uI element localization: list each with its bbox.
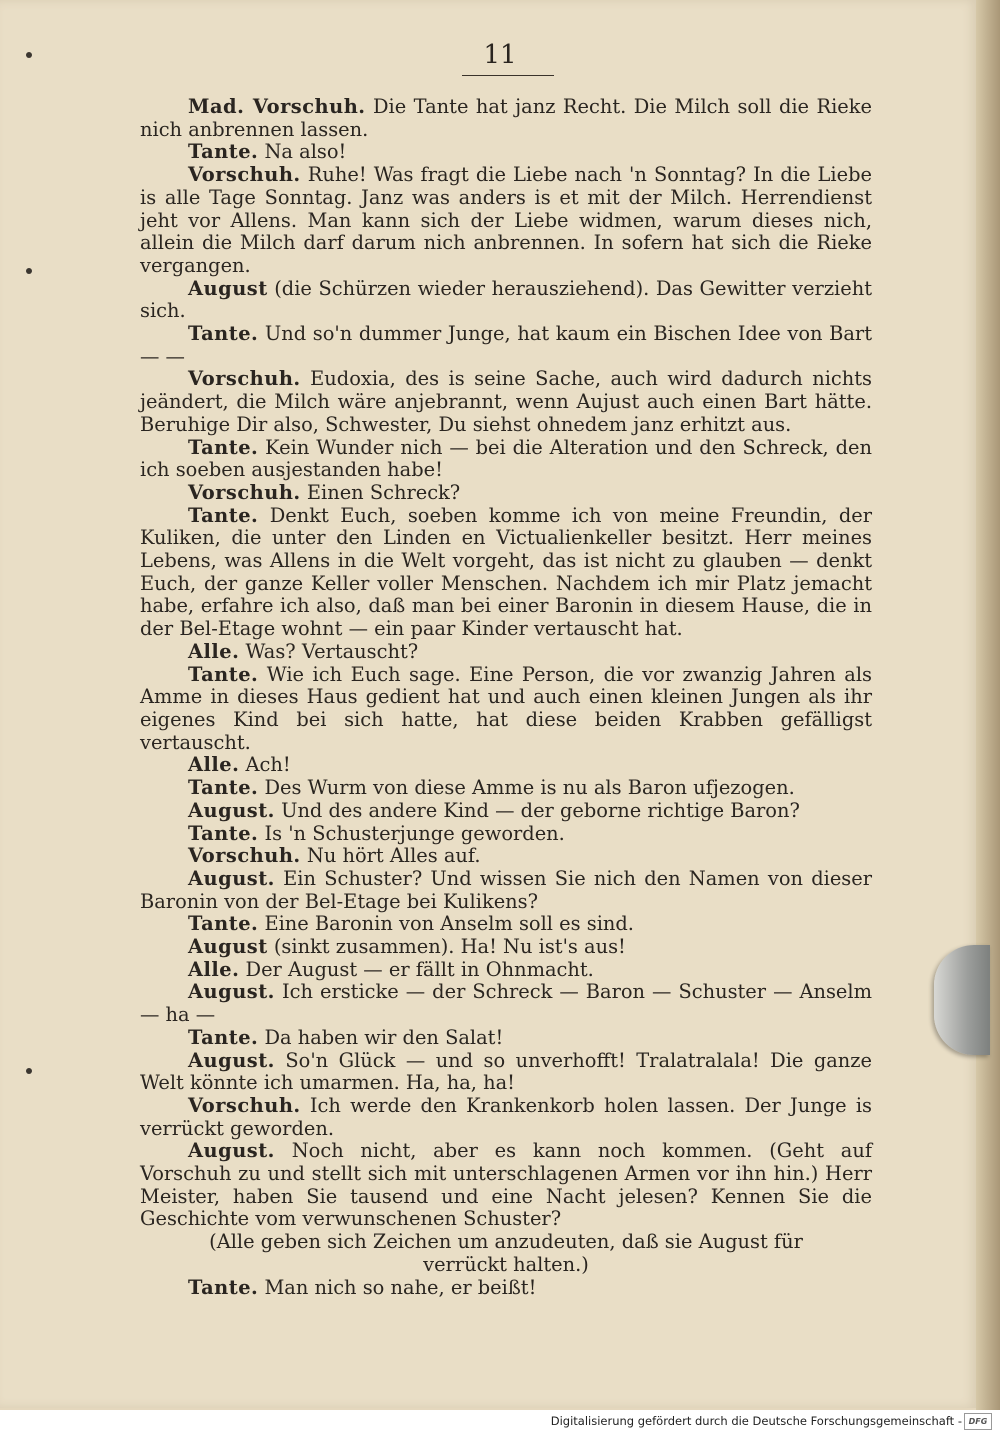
dialogue-paragraph: [140, 1277, 872, 1300]
page-number: 11: [483, 40, 517, 70]
dialogue-paragraph: [140, 959, 872, 982]
speaker-name: Alle.: [188, 639, 240, 663]
dialogue-text: (sinkt zusammen). Ha! Nu ist's aus!: [267, 935, 626, 959]
dfg-credit-text: Digitalisierung gefördert durch die Deutsche Forschungsgemeinschaft -: [550, 1414, 962, 1428]
dialogue-text: Denkt Euch, soeben komme ich von meine Freundin, der Kuliken, die unter den Linden en Victualienkeller besitzt. Herr meines Lebens, was Allens in die Welt vorgeht, das ist nicht zu glauben — denkt Euch, der ganze Keller voller Menschen. Nachdem ich mir Platz jemacht habe, erfahre ich also, daß man bei einer Baronin in diesem Hause, die in der Bel-Etage wohnt — ein paar Kinder vertauscht hat.: [140, 503, 872, 641]
dialogue-text: Die Tante hat janz Recht. Die Milch soll die Rieke nich anbrennen lassen.: [140, 95, 872, 141]
dialogue-text: Was? Vertauscht?: [239, 639, 419, 663]
dialogue-paragraph: [140, 278, 872, 323]
dialogue-text: Ich ersticke — der Schreck — Baron — Schuster — Anselm — ha —: [140, 980, 872, 1027]
dialogue-paragraph: [140, 1095, 872, 1140]
dialogue-text: Ach!: [239, 753, 291, 777]
dialogue-text: Man nich so nahe, er beißt!: [258, 1275, 537, 1299]
dialogue-text: Einen Schreck?: [300, 480, 461, 504]
dialogue-paragraph: [140, 845, 872, 868]
dialogue-paragraph: [140, 641, 872, 664]
dialogue-text: So'n Glück — und so unverhofft! Tralatralala! Die ganze Welt könnte ich umarmen. Ha, ha, ha!: [140, 1048, 872, 1095]
page-number-rule: [462, 75, 554, 76]
dialogue-text: Ich werde den Krankenkorb holen lassen. Der Junge is verrückt geworden.: [140, 1093, 872, 1140]
speaker-name: Vorschuh.: [188, 1093, 301, 1117]
dialogue-paragraph: [140, 913, 872, 936]
dialogue-text: Und so'n dummer Junge, hat kaum ein Bischen Idee von Bart — —: [140, 322, 872, 368]
speaker-name: Vorschuh.: [188, 844, 301, 868]
speaker-name: Tante.: [188, 912, 259, 936]
speaker-name: Tante.: [188, 1025, 259, 1049]
page-edge: [976, 0, 1000, 1410]
stage-direction: (Alle geben sich Zeichen um anzudeuten, daß sie August für verrückt halten.): [209, 1230, 803, 1276]
dialogue-paragraph: [140, 368, 872, 436]
speaker-name: Tante.: [188, 662, 259, 686]
speaker-name: August.: [188, 1048, 275, 1072]
dialogue-paragraph: [140, 664, 872, 755]
dialogue-paragraph: [140, 323, 872, 368]
dialogue-paragraph: [140, 777, 872, 800]
speaker-name: Tante.: [188, 322, 259, 346]
speaker-name: Mad. Vorschuh.: [188, 95, 366, 118]
dialogue-paragraph: [140, 936, 872, 959]
binding-hole: [26, 1068, 32, 1074]
speaker-name: Tante.: [188, 503, 259, 527]
binding-hole: [26, 268, 32, 274]
speaker-name: Tante.: [188, 1275, 259, 1299]
speaker-name: August.: [188, 866, 275, 890]
dialogue-paragraph: [140, 1050, 872, 1095]
speaker-name: August: [188, 276, 268, 300]
dialogue-text: Der August — er fällt in Ohnmacht.: [239, 957, 594, 981]
speaker-name: Tante.: [188, 821, 259, 845]
page-body: [140, 96, 872, 1299]
speaker-name: August: [188, 935, 268, 959]
speaker-name: August.: [188, 1139, 275, 1163]
dialogue-text: Eine Baronin von Anselm soll es sind.: [258, 912, 634, 936]
dialogue-text: Nu hört Alles auf.: [300, 844, 481, 868]
dialogue-paragraph: [140, 800, 872, 823]
dialogue-paragraph: [140, 1140, 872, 1231]
dialogue-paragraph: [140, 96, 872, 141]
speaker-name: Tante.: [188, 776, 259, 800]
dialogue-paragraph: [140, 823, 872, 846]
metal-clip: [934, 945, 990, 1055]
dialogue-paragraph: [140, 141, 872, 164]
speaker-name: Vorschuh.: [188, 480, 301, 504]
dialogue-text: Ruhe! Was fragt die Liebe nach 'n Sonntag? In die Liebe is alle Tage Sonntag. Janz was anders is et mit der Milch. Herrendienst jeht vor Allens. Man kann sich der Liebe widmen, warum dieses nich, allein die Milch darf darum nich anbrennen. In sofern hat sich die Rieke vergangen.: [140, 163, 872, 277]
dialogue-paragraph: [140, 1027, 872, 1050]
speaker-name: Vorschuh.: [188, 367, 301, 391]
speaker-name: August.: [188, 980, 275, 1004]
dialogue-text: Da haben wir den Salat!: [258, 1025, 504, 1049]
dialogue-paragraph: [140, 868, 872, 913]
speaker-name: Alle.: [188, 753, 240, 777]
dialogue-text: Noch nicht, aber es kann noch kommen. (Geht auf Vorschuh zu und stellt sich mit unterschlagenen Armen vor ihn hin.) Herr Meister, haben Sie tausend und eine Nacht jelesen? Kennen Sie die Geschichte vom verwunschenen Schuster?: [140, 1139, 872, 1231]
speaker-name: Alle.: [188, 957, 240, 981]
dfg-logo-icon: DFG: [964, 1413, 992, 1430]
dialogue-text: Kein Wunder nich — bei die Alteration und den Schreck, den ich soeben ausjestanden habe!: [140, 435, 872, 482]
dialogue-text: Ein Schuster? Und wissen Sie nich den Namen von dieser Baronin von der Bel-Etage bei Kulikens?: [140, 866, 872, 913]
speaker-name: August.: [188, 798, 275, 822]
speaker-name: Tante.: [188, 435, 259, 459]
dialogue-paragraph: [140, 981, 872, 1026]
dialogue-paragraph: [140, 505, 872, 641]
dialogue-paragraph: [140, 482, 872, 505]
dialogue-text: Is 'n Schusterjunge geworden.: [258, 821, 565, 845]
dialogue-text: Na also!: [258, 140, 347, 164]
dialogue-paragraph: [140, 754, 872, 777]
dialogue-paragraphs: [140, 96, 872, 1231]
dialogue-paragraph: [140, 164, 872, 278]
footer-bar: [0, 1410, 1000, 1433]
dialogue-text: Und des andere Kind — der geborne richtige Baron?: [274, 798, 800, 822]
speaker-name: Tante.: [188, 140, 259, 164]
dialogue-text: Eudoxia, des is seine Sache, auch wird dadurch nichts jeändert, die Milch wäre anjebrannt, wenn Aujust auch einen Bart hätte. Beruhige Dir also, Schwester, Du siehst ohnedem janz erhitzt aus.: [140, 367, 872, 436]
dialogue-paragraph: [140, 437, 872, 482]
dialogue-text: (die Schürzen wieder herausziehend). Das Gewitter verzieht sich.: [140, 276, 872, 323]
dialogue-text: Wie ich Euch sage. Eine Person, die vor zwanzig Jahren als Amme in dieses Haus gedient hat und auch einen kleinen Jungen als ihr eigenes Kind bei sich hatte, hat diese beiden Krabben gefälligst vertauscht.: [140, 662, 872, 754]
speaker-name: Vorschuh.: [188, 163, 301, 187]
dialogue-text: Des Wurm von diese Amme is nu als Baron ufjezogen.: [258, 776, 795, 800]
